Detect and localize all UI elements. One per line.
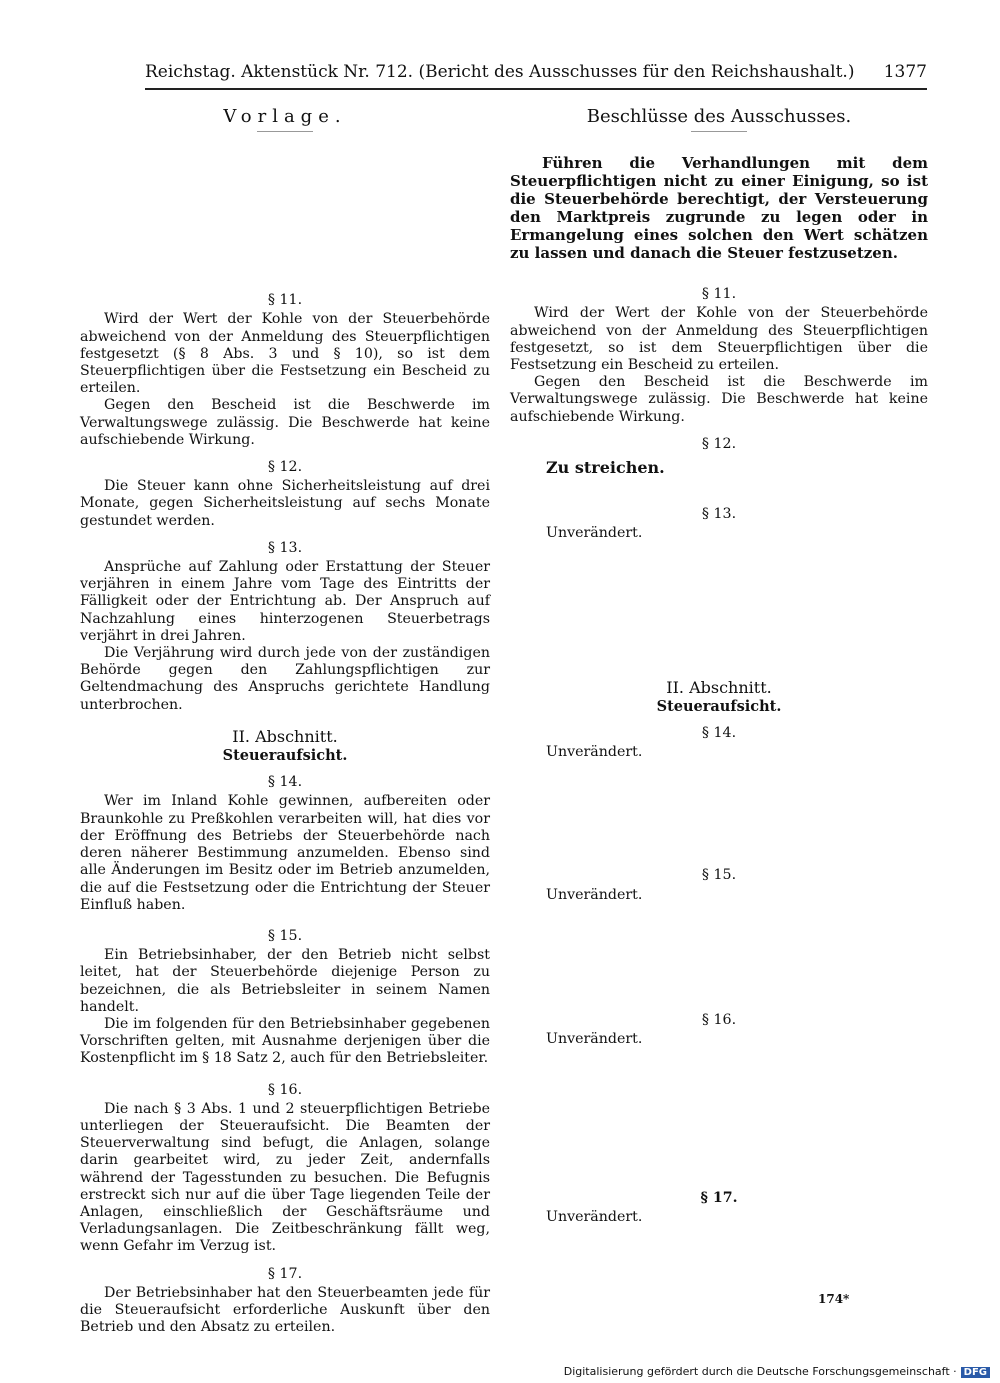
- section-heading-12: § 12.: [267, 459, 303, 476]
- paragraph: Ansprüche auf Zahlung oder Erstattung der Steuer verjähren in einem Jahre vom Tage des Eintritts der Fälligkeit oder der Entrichtung ab. Der Anspruch auf Nachzahlung eines hinterzogenen Steuerbetrags verjährt in drei Jahren.: [80, 559, 490, 644]
- paragraph: Die nach § 3 Abs. 1 und 2 steuerpflichtigen Betriebe unterliegen der Steueraufsicht. Die Beamten der Steuerverwaltung sind befugt, die Anlagen, solange darin gearbeitet wird, zu jeder Zeit, andernfalls während der Tagesstunden zu besuchen. Die Befugnis erstreckt sich nur auf die über Tage liegenden Teile der Anlagen, einschließlich der Geschäftsräume und Verladungsanlagen. Die Zeitbeschränkung fällt weg, wenn Gefahr im Verzug ist.: [80, 1100, 490, 1255]
- paragraph: Wird der Wert der Kohle von der Steuerbehörde abweichend von der Anmeldung des Steuerpflichtigen festgesetzt (§ 8 Abs. 3 und § 10), so ist dem Steuerpflichtigen über die Festsetzung ein Bescheid zu erteilen.: [80, 311, 490, 397]
- column-vorlage: [80, 100, 490, 1336]
- spacer: [510, 262, 928, 276]
- running-header: [145, 58, 927, 90]
- section-heading-15: § 15.: [267, 927, 303, 944]
- chapter-title: II. Abschnitt.: [232, 726, 338, 746]
- spacer: [510, 543, 928, 665]
- inserted-paragraph: Führen die Verhandlungen mit dem Steuerpflichtigen nicht zu einer Einigung, so ist die Steuerbehörde berechtigt, der Versteuerung den Marktpreis zugrunde zu legen oder in Ermangelung eines solchen den Wert schätzen zu lassen und danach die Steuer festzusetzen.: [510, 154, 928, 263]
- dfg-logo: DFG: [961, 1367, 990, 1378]
- paragraph: Die Verjährung wird durch jede von der zuständigen Behörde gegen den Zahlungspflichtigen zur Geltendmachung des Anspruchs gerichtete Handlung unterbrochen.: [80, 645, 490, 713]
- title-rule: [691, 131, 747, 132]
- title-rule: [257, 131, 313, 132]
- section-heading-11: § 11.: [267, 292, 303, 309]
- column-title-beschluesse: Beschlüsse des Ausschusses.: [586, 106, 852, 127]
- strike-note: Zu streichen.: [546, 458, 665, 478]
- section-heading-13: § 13.: [267, 539, 303, 556]
- page-number: 1377: [883, 62, 927, 82]
- paragraph: Gegen den Bescheid ist die Beschwerde im Verwaltungswege zulässig. Die Beschwerde hat keine aufschiebende Wirkung.: [510, 374, 928, 425]
- section-heading-17: § 17.: [700, 1190, 738, 1207]
- paragraph: Wird der Wert der Kohle von der Steuerbehörde abweichend von der Anmeldung des Steuerpflichtigen festgesetzt, so ist dem Steuerpflichtigen über die Festsetzung ein Bescheid zu erteilen.: [510, 305, 928, 374]
- section-heading-13: § 13.: [701, 506, 737, 523]
- spacer: [510, 904, 928, 1002]
- unchanged-note: Unverändert.: [546, 744, 643, 761]
- unchanged-note: Unverändert.: [546, 1209, 643, 1226]
- paragraph: Der Betriebsinhaber hat den Steuerbeamten jede für die Steueraufsicht erforderliche Auskunft über den Betrieb und den Absatz zu erteilen.: [80, 1284, 490, 1336]
- chapter-subtitle: Steueraufsicht.: [222, 747, 348, 765]
- column-beschluesse: [510, 100, 928, 1227]
- unchanged-note: Unverändert.: [546, 525, 643, 542]
- paragraph: Die im folgenden für den Betriebsinhaber gegebenen Vorschriften gelten, mit Ausnahme derjenigen über die Kostenpflicht im § 18 Satz 2, auch für den Betriebsleiter.: [80, 1015, 490, 1067]
- unchanged-note: Unverändert.: [546, 886, 643, 903]
- section-heading-17: § 17.: [267, 1265, 303, 1282]
- chapter-subtitle: Steueraufsicht.: [656, 697, 782, 715]
- spacer: [80, 140, 490, 282]
- spacer: [510, 1048, 928, 1180]
- section-heading-16: § 16.: [267, 1081, 303, 1098]
- footer-text: Digitalisierung gefördert durch die Deutsche Forschungsgemeinschaft ·: [563, 1365, 957, 1378]
- paragraph: Ein Betriebsinhaber, der den Betrieb nicht selbst leitet, hat der Steuerbehörde diejenige Person zu bezeichnen, die als Betriebsleiter in seinem Namen handelt.: [80, 947, 490, 1015]
- paragraph: Gegen den Bescheid ist die Beschwerde im Verwaltungswege zulässig. Die Beschwerde hat keine aufschiebende Wirkung.: [80, 397, 490, 448]
- section-heading-16: § 16.: [701, 1011, 737, 1028]
- section-heading-14: § 14.: [701, 725, 737, 742]
- section-heading-12: § 12.: [701, 435, 737, 452]
- section-heading-15: § 15.: [701, 867, 737, 884]
- section-heading-14: § 14.: [267, 774, 303, 791]
- paragraph: Wer im Inland Kohle gewinnen, aufbereiten oder Braunkohle zu Preßkohlen verarbeiten will, hat dies vor der Eröffnung des Betriebs der Steuerbehörde nach deren näherer Bestimmung anzumelden. Ebenso sind alle Änderungen im Besitz oder im Betrieb anzumelden, die auf die Festsetzung oder die Entrichtung der Steuer Einfluß haben.: [80, 793, 490, 913]
- column-title-vorlage: Vorlage.: [223, 106, 347, 127]
- section-heading-11: § 11.: [701, 286, 737, 303]
- digitization-footer: [564, 1365, 990, 1378]
- spacer: [510, 761, 928, 857]
- signature-mark: 174*: [818, 1292, 850, 1306]
- header-title: Reichstag. Aktenstück Nr. 712. (Bericht des Ausschusses für den Reichshaushalt.): [145, 62, 855, 82]
- chapter-title: II. Abschnitt.: [666, 677, 772, 697]
- paragraph: Die Steuer kann ohne Sicherheitsleistung auf drei Monate, gegen Sicherheitsleistung auf sechs Monate gestundet werden.: [80, 478, 490, 529]
- unchanged-note: Unverändert.: [546, 1031, 643, 1048]
